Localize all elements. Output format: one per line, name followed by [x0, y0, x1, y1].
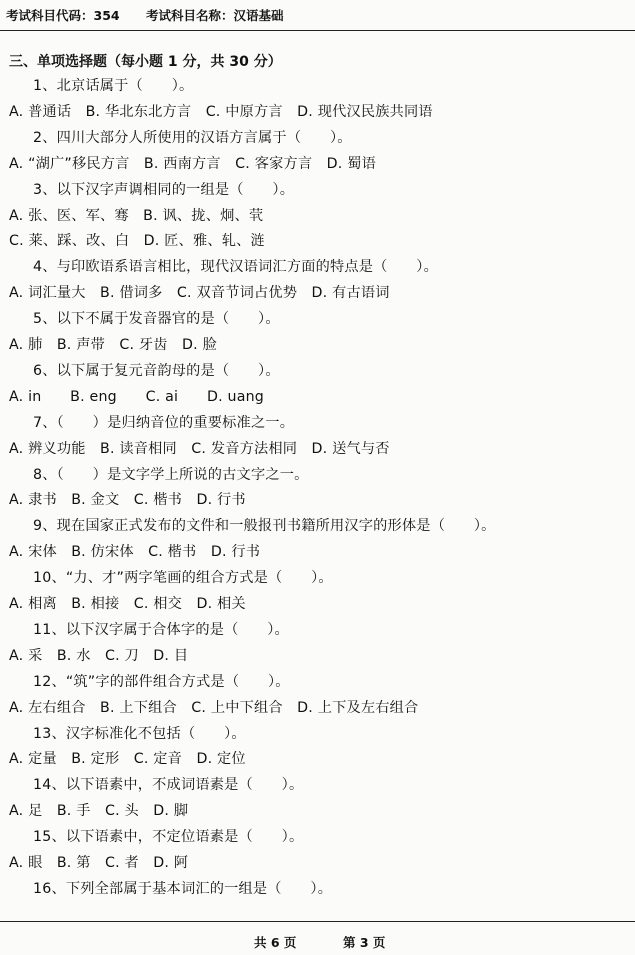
question-stem: 2、四川大部分人所使用的汉语方言属于（ ）。 [33, 130, 352, 146]
answer-options: A. 相离 B. 相接 C. 相交 D. 相关 [9, 596, 246, 612]
question-stem: 12、“筑”字的部件组合方式是（ ）。 [33, 674, 290, 690]
question-stem: 14、以下语素中，不成词语素是（ ）。 [33, 777, 304, 793]
answer-options: A. “湖广”移民方言 B. 西南方言 C. 客家方言 D. 蜀语 [9, 156, 376, 172]
question-stem: 4、与印欧语系语言相比，现代汉语词汇方面的特点是（ ）。 [33, 259, 438, 275]
question-stem: 6、以下属于复元音韵母的是（ ）。 [33, 363, 280, 379]
question-stem: 9、现在国家正式发布的文件和一般报刊书籍所用汉字的形体是（ ）。 [33, 518, 496, 534]
exam-header [0, 0, 635, 30]
answer-options: A. 普通话 B. 华北东北方言 C. 中原方言 D. 现代汉民族共同语 [9, 104, 433, 120]
answer-options: A. 张、医、军、骞 B. 讽、拢、炯、茕 [9, 208, 264, 224]
question-stem: 1、北京话属于（ ）。 [33, 78, 194, 94]
answer-options: A. 足 B. 手 C. 头 D. 脚 [9, 803, 189, 819]
answer-options: A. 辨义功能 B. 读音相同 C. 发音方法相同 D. 送气与否 [9, 441, 390, 457]
answer-options: A. 左右组合 B. 上下组合 C. 上中下组合 D. 上下及左右组合 [9, 700, 419, 716]
question-stem: 8、（ ）是文字学上所说的古文字之一。 [33, 467, 309, 483]
section-title: 三、单项选择题（每小题 1 分，共 30 分） [9, 54, 282, 70]
question-stem: 7、（ ）是归纳音位的重要标准之一。 [33, 415, 295, 431]
question-stem: 13、汉字标准化不包括（ ）。 [33, 726, 246, 742]
page-current: 第 3 页 [343, 935, 386, 950]
exam-subject-label: 考试科目名称：汉语基础 [146, 8, 284, 23]
answer-options: A. 眼 B. 第 C. 者 D. 阿 [9, 855, 189, 871]
question-stem: 10、“力、才”两字笔画的组合方式是（ ）。 [33, 570, 333, 586]
answer-options: A. in B. eng C. ai D. uang [9, 389, 265, 405]
header-divider [0, 30, 635, 31]
question-stem: 3、以下汉字声调相同的一组是（ ）。 [33, 182, 295, 198]
exam-code-label: 考试科目代码：354 [6, 8, 120, 23]
page-total: 共 6 页 [254, 935, 297, 950]
answer-options: A. 采 B. 水 C. 刀 D. 目 [9, 648, 189, 664]
question-stem: 5、以下不属于发音器官的是（ ）。 [33, 311, 280, 327]
question-stem: 15、以下语素中，不定位语素是（ ）。 [33, 829, 304, 845]
footer-divider [0, 921, 635, 922]
answer-options: A. 肺 B. 声带 C. 牙齿 D. 脸 [9, 337, 217, 353]
answer-options: A. 定量 B. 定形 C. 定音 D. 定位 [9, 751, 246, 767]
answer-options: A. 词汇量大 B. 借词多 C. 双音节词占优势 D. 有古语词 [9, 285, 390, 301]
answer-options: C. 莱、踩、改、白 D. 匠、雅、轧、涟 [9, 233, 265, 249]
question-stem: 16、下列全部属于基本词汇的一组是（ ）。 [33, 881, 333, 897]
answer-options: A. 宋体 B. 仿宋体 C. 楷书 D. 行书 [9, 544, 261, 560]
question-stem: 11、以下汉字属于合体字的是（ ）。 [33, 622, 289, 638]
answer-options: A. 隶书 B. 金文 C. 楷书 D. 行书 [9, 492, 246, 508]
